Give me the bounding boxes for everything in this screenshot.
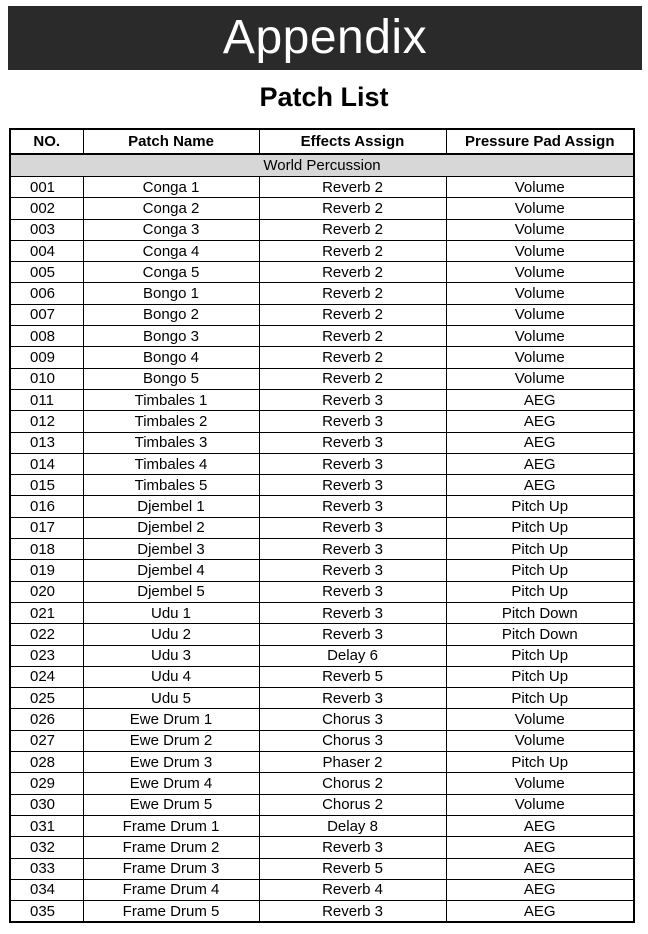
patch-name: Bongo 4 (83, 347, 259, 368)
patch-number: 013 (10, 432, 83, 453)
effects-assign: Chorus 3 (259, 730, 446, 751)
table-row (10, 411, 634, 432)
table-row (10, 539, 634, 560)
patch-name: Bongo 2 (83, 304, 259, 325)
table-row (10, 688, 634, 709)
effects-assign: Reverb 3 (259, 411, 446, 432)
patch-name: Udu 1 (83, 602, 259, 623)
column-header-patch-name: Patch Name (83, 129, 259, 154)
effects-assign: Reverb 3 (259, 475, 446, 496)
effects-assign: Delay 8 (259, 815, 446, 836)
table-row (10, 773, 634, 794)
patch-number: 034 (10, 879, 83, 900)
patch-number: 010 (10, 368, 83, 389)
effects-assign: Reverb 2 (259, 347, 446, 368)
pressure-pad-assign: Volume (446, 304, 634, 325)
patch-name: Conga 3 (83, 219, 259, 240)
table-row (10, 602, 634, 623)
patch-number: 035 (10, 901, 83, 923)
table-row (10, 815, 634, 836)
pressure-pad-assign: Pitch Down (446, 602, 634, 623)
patch-number: 004 (10, 240, 83, 261)
patch-number: 029 (10, 773, 83, 794)
effects-assign: Reverb 3 (259, 624, 446, 645)
effects-assign: Reverb 2 (259, 262, 446, 283)
effects-assign: Reverb 4 (259, 879, 446, 900)
patch-number: 017 (10, 517, 83, 538)
pressure-pad-assign: Pitch Up (446, 539, 634, 560)
patch-name: Ewe Drum 5 (83, 794, 259, 815)
patch-name: Conga 2 (83, 198, 259, 219)
patch-number: 008 (10, 326, 83, 347)
patch-name: Bongo 3 (83, 326, 259, 347)
pressure-pad-assign: Volume (446, 262, 634, 283)
patch-list-table (9, 128, 635, 923)
patch-name: Udu 5 (83, 688, 259, 709)
pressure-pad-assign: Pitch Down (446, 624, 634, 645)
page-title: Appendix (222, 11, 428, 64)
patch-name: Timbales 5 (83, 475, 259, 496)
column-header-pressure-pad-assign: Pressure Pad Assign (446, 129, 634, 154)
pressure-pad-assign: Pitch Up (446, 666, 634, 687)
table-row (10, 752, 634, 773)
patch-number: 011 (10, 389, 83, 410)
patch-name: Frame Drum 3 (83, 858, 259, 879)
pressure-pad-assign: Volume (446, 326, 634, 347)
effects-assign: Reverb 3 (259, 389, 446, 410)
pressure-pad-assign: Volume (446, 283, 634, 304)
pressure-pad-assign: Pitch Up (446, 752, 634, 773)
table-row (10, 368, 634, 389)
pressure-pad-assign: AEG (446, 411, 634, 432)
pressure-pad-assign: Volume (446, 709, 634, 730)
table-row (10, 283, 634, 304)
patch-number: 014 (10, 453, 83, 474)
pressure-pad-assign: AEG (446, 858, 634, 879)
effects-assign: Chorus 3 (259, 709, 446, 730)
pressure-pad-assign: Volume (446, 730, 634, 751)
patch-name: Ewe Drum 1 (83, 709, 259, 730)
pressure-pad-assign: Pitch Up (446, 517, 634, 538)
pressure-pad-assign: AEG (446, 901, 634, 923)
table-row (10, 709, 634, 730)
patch-name: Djembel 5 (83, 581, 259, 602)
patch-name: Udu 2 (83, 624, 259, 645)
appendix-banner (8, 6, 642, 70)
table-row (10, 496, 634, 517)
patch-number: 006 (10, 283, 83, 304)
table-row (10, 240, 634, 261)
pressure-pad-assign: Volume (446, 794, 634, 815)
pressure-pad-assign: Volume (446, 347, 634, 368)
patch-number: 016 (10, 496, 83, 517)
patch-name: Conga 1 (83, 177, 259, 198)
patch-name: Timbales 1 (83, 389, 259, 410)
patch-name: Ewe Drum 2 (83, 730, 259, 751)
pressure-pad-assign: Pitch Up (446, 645, 634, 666)
patch-name: Timbales 4 (83, 453, 259, 474)
patch-name: Timbales 3 (83, 432, 259, 453)
patch-number: 015 (10, 475, 83, 496)
pressure-pad-assign: AEG (446, 453, 634, 474)
table-row (10, 624, 634, 645)
effects-assign: Reverb 2 (259, 198, 446, 219)
patch-number: 009 (10, 347, 83, 368)
patch-number: 002 (10, 198, 83, 219)
table-row (10, 389, 634, 410)
table-row (10, 730, 634, 751)
table-row (10, 347, 634, 368)
table-row (10, 794, 634, 815)
section-title: Patch List (259, 82, 389, 112)
patch-name: Djembel 2 (83, 517, 259, 538)
patch-number: 020 (10, 581, 83, 602)
patch-number: 022 (10, 624, 83, 645)
table-row (10, 837, 634, 858)
effects-assign: Reverb 5 (259, 858, 446, 879)
group-row (10, 154, 634, 177)
patch-number: 003 (10, 219, 83, 240)
effects-assign: Chorus 2 (259, 794, 446, 815)
patch-name: Udu 3 (83, 645, 259, 666)
pressure-pad-assign: Volume (446, 773, 634, 794)
patch-number: 026 (10, 709, 83, 730)
table-row (10, 262, 634, 283)
pressure-pad-assign: Pitch Up (446, 581, 634, 602)
patch-number: 012 (10, 411, 83, 432)
patch-number: 033 (10, 858, 83, 879)
effects-assign: Reverb 3 (259, 688, 446, 709)
patch-name: Ewe Drum 4 (83, 773, 259, 794)
table-row (10, 581, 634, 602)
patch-name: Frame Drum 5 (83, 901, 259, 923)
effects-assign: Reverb 3 (259, 901, 446, 923)
effects-assign: Reverb 3 (259, 837, 446, 858)
patch-number: 032 (10, 837, 83, 858)
patch-name: Frame Drum 4 (83, 879, 259, 900)
patch-name: Djembel 1 (83, 496, 259, 517)
pressure-pad-assign: Pitch Up (446, 688, 634, 709)
table-row (10, 879, 634, 900)
table-row (10, 560, 634, 581)
table-row (10, 198, 634, 219)
patch-name: Timbales 2 (83, 411, 259, 432)
effects-assign: Reverb 2 (259, 326, 446, 347)
patch-name: Ewe Drum 3 (83, 752, 259, 773)
effects-assign: Reverb 3 (259, 602, 446, 623)
table-row (10, 475, 634, 496)
patch-name: Bongo 5 (83, 368, 259, 389)
effects-assign: Reverb 5 (259, 666, 446, 687)
patch-number: 030 (10, 794, 83, 815)
patch-number: 007 (10, 304, 83, 325)
pressure-pad-assign: Volume (446, 198, 634, 219)
table-row (10, 432, 634, 453)
pressure-pad-assign: AEG (446, 475, 634, 496)
effects-assign: Reverb 3 (259, 560, 446, 581)
table-row (10, 177, 634, 198)
effects-assign: Delay 6 (259, 645, 446, 666)
table-row (10, 858, 634, 879)
pressure-pad-assign: Pitch Up (446, 560, 634, 581)
pressure-pad-assign: Pitch Up (446, 496, 634, 517)
patch-number: 031 (10, 815, 83, 836)
patch-number: 005 (10, 262, 83, 283)
pressure-pad-assign: Volume (446, 240, 634, 261)
column-header-effects-assign: Effects Assign (259, 129, 446, 154)
patch-name: Djembel 4 (83, 560, 259, 581)
group-label: World Percussion (10, 154, 634, 177)
effects-assign: Reverb 3 (259, 453, 446, 474)
patch-name: Udu 4 (83, 666, 259, 687)
column-header-no: NO. (10, 129, 83, 154)
effects-assign: Reverb 2 (259, 304, 446, 325)
patch-number: 023 (10, 645, 83, 666)
effects-assign: Reverb 2 (259, 219, 446, 240)
patch-name: Frame Drum 2 (83, 837, 259, 858)
patch-number: 021 (10, 602, 83, 623)
patch-name: Frame Drum 1 (83, 815, 259, 836)
patch-number: 025 (10, 688, 83, 709)
pressure-pad-assign: Volume (446, 177, 634, 198)
effects-assign: Reverb 3 (259, 581, 446, 602)
table-row (10, 326, 634, 347)
effects-assign: Phaser 2 (259, 752, 446, 773)
pressure-pad-assign: AEG (446, 815, 634, 836)
table-row (10, 517, 634, 538)
patch-number: 027 (10, 730, 83, 751)
effects-assign: Reverb 2 (259, 177, 446, 198)
pressure-pad-assign: AEG (446, 389, 634, 410)
patch-name: Djembel 3 (83, 539, 259, 560)
table-row (10, 453, 634, 474)
pressure-pad-assign: AEG (446, 837, 634, 858)
patch-name: Conga 5 (83, 262, 259, 283)
effects-assign: Reverb 2 (259, 283, 446, 304)
patch-name: Bongo 1 (83, 283, 259, 304)
effects-assign: Reverb 3 (259, 432, 446, 453)
table-header-row (10, 129, 634, 154)
pressure-pad-assign: Volume (446, 219, 634, 240)
effects-assign: Reverb 3 (259, 517, 446, 538)
patch-name: Conga 4 (83, 240, 259, 261)
patch-number: 018 (10, 539, 83, 560)
pressure-pad-assign: AEG (446, 432, 634, 453)
table-row (10, 666, 634, 687)
table-row (10, 645, 634, 666)
pressure-pad-assign: AEG (446, 879, 634, 900)
patch-number: 019 (10, 560, 83, 581)
table-row (10, 219, 634, 240)
effects-assign: Reverb 2 (259, 368, 446, 389)
patch-number: 001 (10, 177, 83, 198)
table-row (10, 901, 634, 923)
effects-assign: Reverb 2 (259, 240, 446, 261)
effects-assign: Chorus 2 (259, 773, 446, 794)
patch-number: 028 (10, 752, 83, 773)
effects-assign: Reverb 3 (259, 539, 446, 560)
pressure-pad-assign: Volume (446, 368, 634, 389)
effects-assign: Reverb 3 (259, 496, 446, 517)
table-row (10, 304, 634, 325)
patch-number: 024 (10, 666, 83, 687)
